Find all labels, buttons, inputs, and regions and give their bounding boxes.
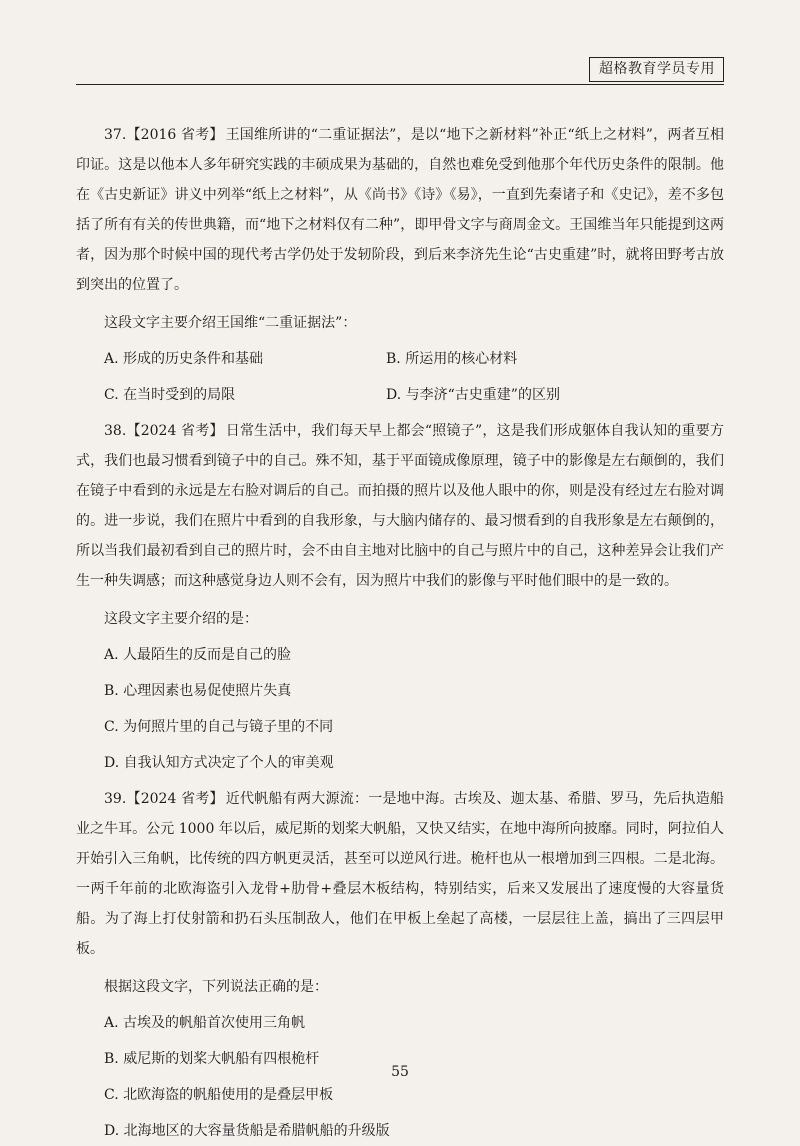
- question-prompt: 根据这段文字，下列说法正确的是：: [104, 979, 328, 995]
- option-c[interactable]: C. 在当时受到的局限: [104, 387, 236, 403]
- question-stem: [76, 784, 724, 964]
- question-stem: [76, 120, 724, 300]
- question-39: [76, 784, 724, 1146]
- question-number: 37.: [104, 127, 127, 143]
- option-a[interactable]: A. 形成的历史条件和基础: [104, 351, 264, 367]
- page-number: 55: [391, 1064, 409, 1080]
- question-source-tag: 【2024 省考】: [126, 791, 224, 807]
- question-stem: [76, 416, 724, 596]
- question-number: 38.: [104, 423, 127, 439]
- questions-container: [76, 120, 724, 1146]
- option-b[interactable]: B. 心理因素也易促使照片失真: [104, 683, 292, 699]
- option-b[interactable]: B. 所运用的核心材料: [386, 351, 518, 367]
- question-source-tag: 【2016 省考】: [126, 127, 224, 143]
- question-38: [76, 416, 724, 778]
- option-d[interactable]: D. 与李济“古史重建”的区别: [386, 387, 560, 403]
- question-text: 近代帆船有两大源流：一是地中海。古埃及、迦太基、希腊、罗马，先后执造船业之牛耳。公元 1000 年以后，威尼斯的划桨大帆船，又快又结实，在地中海所向披靡。同时，阿拉伯人开始引入三角帆，比传统的四方帆更灵活，甚至可以逆风行进。桅杆也从一根增加到三四根。二是北海。一两千年前的北欧海盗引入龙骨+肋骨+叠层木板结构，特别结实，后来又发展出了速度慢的大容量货船。为了海上打仗射箭和扔石头压制敌人，他们在甲板上垒起了高楼，一层层往上盖，搞出了三四层甲板。: [76, 791, 724, 957]
- options-grid: [76, 344, 724, 410]
- question-text: 日常生活中，我们每天早上都会“照镜子”，这是我们形成躯体自我认知的重要方式，我们也最习惯看到镜子中的自己。殊不知，基于平面镜成像原理，镜子中的影像是左右颠倒的，我们在镜子中看到的永远是左右脸对调后的自己。而拍摄的照片以及他人眼中的你，则是没有经过左右脸对调的。进一步说，我们在照片中看到的自我形象，与大脑内储存的、最习惯看到的自我形象是左右颠倒的，所以当我们最初看到自己的照片时，会不由自主地对比脑中的自己与照片中的自己，这种差异会让我们产生一种失调感；而这种感觉身边人则不会有，因为照片中我们的影像与平时他们眼中的是一致的。: [76, 423, 724, 589]
- question-prompt: 这段文字主要介绍的是：: [104, 611, 258, 627]
- question-text: 王国维所讲的“二重证据法”，是以“地下之新材料”补正“纸上之材料”，两者互相印证。这是以他本人多年研究实践的丰硕成果为基础的，自然也难免受到他那个年代历史条件的限制。他在《古史新证》讲义中列举“纸上之材料”，从《尚书》《诗》《易》，一直到先秦诸子和《史记》，差不多包括了所有有关的传世典籍，而“地下之材料仅有二种”，即甲骨文字与商周金文。王国维当年只能提到这两者，因为那个时候中国的现代考古学仍处于发轫阶段，到后来李济先生论“古史重建”时，就将田野考古放到突出的位置了。: [76, 127, 724, 293]
- question-prompt: 这段文字主要介绍王国维“二重证据法”：: [104, 315, 357, 331]
- option-c[interactable]: C. 为何照片里的自己与镜子里的不同: [104, 719, 334, 735]
- question-37: [76, 120, 724, 410]
- question-number: 39.: [104, 791, 127, 807]
- option-d[interactable]: D. 自我认知方式决定了个人的审美观: [104, 755, 334, 771]
- question-source-tag: 【2024 省考】: [126, 423, 224, 439]
- option-d[interactable]: D. 北海地区的大容量货船是希腊帆船的升级版: [104, 1123, 390, 1139]
- option-a[interactable]: A. 人最陌生的反而是自己的脸: [104, 647, 292, 663]
- option-a[interactable]: A. 古埃及的帆船首次使用三角帆: [104, 1015, 306, 1031]
- header-badge: 超格教育学员专用: [589, 57, 724, 82]
- option-c[interactable]: C. 北欧海盗的帆船使用的是叠层甲板: [104, 1087, 334, 1103]
- option-b[interactable]: B. 威尼斯的划桨大帆船有四根桅杆: [104, 1051, 320, 1067]
- header-divider: [76, 84, 724, 85]
